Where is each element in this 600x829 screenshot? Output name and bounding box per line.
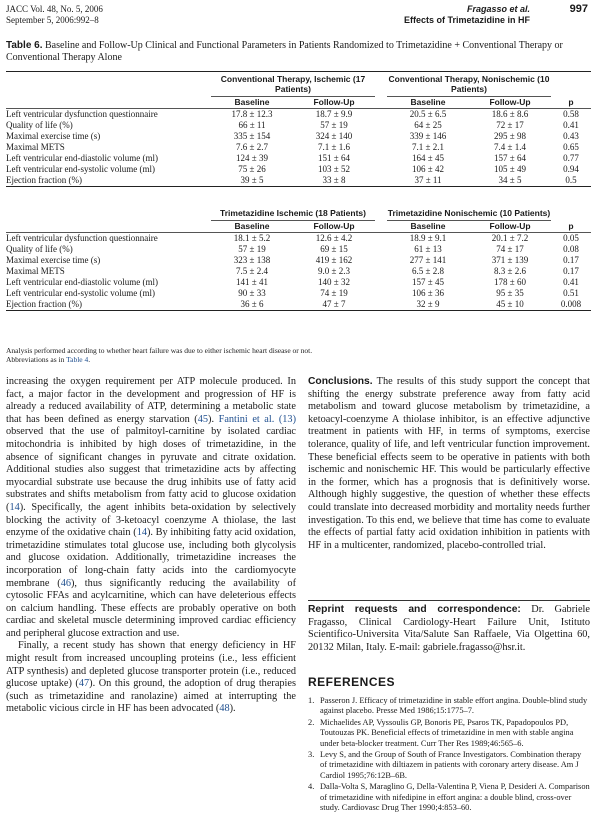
row-label: Quality of life (%) xyxy=(6,244,73,254)
column-header-baseline: Baseline xyxy=(410,221,446,231)
p-value: 0.5 xyxy=(565,175,577,185)
group-header: Trimetazidine Nonischemic (10 Patients) xyxy=(387,208,551,221)
body-text-left xyxy=(6,376,296,716)
reference-item xyxy=(308,718,590,749)
baseline-value: 57 ± 19 xyxy=(238,244,266,254)
baseline-value: 64 ± 25 xyxy=(414,120,442,130)
row-label: Maximal METS xyxy=(6,266,65,276)
table-row xyxy=(6,153,591,164)
citation-link[interactable]: 48 xyxy=(219,703,230,715)
followup-value: 18.7 ± 9.9 xyxy=(315,109,353,119)
p-value: 0.41 xyxy=(563,277,579,287)
baseline-value: 61 ± 13 xyxy=(414,244,442,254)
references-heading: REFERENCES xyxy=(308,675,396,689)
journal-citation: JACC Vol. 48, No. 5, 2006 xyxy=(6,4,103,14)
baseline-value: 339 ± 146 xyxy=(409,131,447,141)
baseline-value: 106 ± 42 xyxy=(412,164,444,174)
row-label: Left ventricular end-diastolic volume (ml) xyxy=(6,277,158,287)
followup-value: 47 ± 7 xyxy=(322,299,346,309)
baseline-value: 124 ± 39 xyxy=(236,153,268,163)
baseline-value: 32 ± 9 xyxy=(416,299,440,309)
p-value: 0.17 xyxy=(563,266,579,276)
baseline-value: 141 ± 41 xyxy=(236,277,268,287)
citation-link[interactable]: 14 xyxy=(136,527,147,539)
table-row xyxy=(6,175,591,187)
table-row xyxy=(6,142,591,153)
reprint-requests: Reprint requests and correspondence: Dr. Gabriele Fragasso, Clinical Cardiology-Heart Failure Unit, Istituto Scientifico-Universita Vita/Salute San Raffaele, Via Olgettina 60, 20132 Milan, Italy. E-mail: gabriele.fragasso@hsr.it. xyxy=(308,600,590,654)
column-header-followup: Follow-Up xyxy=(313,97,355,107)
baseline-value: 39 ± 5 xyxy=(240,175,264,185)
reference-list xyxy=(308,696,590,814)
row-label: Maximal exercise time (s) xyxy=(6,255,101,265)
table-row xyxy=(6,266,591,277)
p-value: 0.17 xyxy=(563,255,579,265)
conclusions-heading: Conclusions. xyxy=(308,376,373,387)
row-label: Ejection fraction (%) xyxy=(6,175,82,185)
table-footnotes xyxy=(6,346,591,364)
row-label: Maximal exercise time (s) xyxy=(6,131,101,141)
paragraph: increasing the oxygen requirement per ATP molecule produced. In fact, a major factor in the development and progression of HF is already a reduced availability of ATP, determining a metabolic state that has been defined as energy starvation (45). Fantini et al. (13) observed that the use of palmitoyl-carnitine by isolated cardiac mitochondria is inhibited by high doses of trimetazidine, in the absence of significant changes in pyruvate and citrate oxidation. Additional studies also suggest that trimetazidine acts by affecting myocardial substrate use because the drug inhibits use of fatty acid substrates and shifts metabolism from fatty acid to glucose oxidation (14). Specifically, the agent inhibits beta-oxidation by selectively blocking the activity of 3-ketoacyl coenzyme A thiolase, the last enzyme of the oxidative chain (14). By inhibiting fatty acid oxidation, trimetazidine stimulates total glucose use, including both glycolysis and glucose oxidation. Additionally, trimetazidine increases the incorporation of long-chain fatty acids into the cardiomyocyte membrane (46), thus significantly reducing the availability of cytosolic FFAs and acylcarnitine, which can have deleterious effects on calcium handling. These effects are probably operative on both cardiac and skeletal muscle determining improved cardiac efficiency and peripheral glucose extraction and use. xyxy=(6,376,296,639)
page-number: 997 xyxy=(569,3,588,15)
table-part-trimetazidine xyxy=(6,208,591,311)
followup-value: 69 ± 15 xyxy=(320,244,348,254)
p-value: 0.08 xyxy=(563,244,579,254)
baseline-value: 18.9 ± 9.1 xyxy=(409,233,447,243)
baseline-value: 106 ± 36 xyxy=(412,288,444,298)
table-row xyxy=(6,131,591,142)
table-footnote: Abbreviations as in Table 4. xyxy=(6,355,91,364)
followup-value: 20.1 ± 7.2 xyxy=(491,233,529,243)
running-authors: Fragasso et al. xyxy=(466,4,530,14)
citation-link[interactable]: 46 xyxy=(60,577,71,589)
table-label: Table 6. xyxy=(6,40,43,51)
conclusions-paragraph: Conclusions. The results of this study support the concept that shifting the energy substrate preference away from fatty acid metabolism and toward glucose metabolism by trimetazidine, a ketoacyl-coenzyme A thiolase inhibitor, is an effective adjunctive treatment in patients with HF, in terms of symptoms, exercise tolerance, quality of life, and left ventricular function improvement. These beneficial effects seem to be operative in patients with both ischemic and nonischemic HF. This would be particularly effective in the former, which has a prognosis that is definitively worse. Although highly suggestive, the question of whether these effects could translate into decreased morbidity and mortality needs further investigation. To this end, we believe that time has come to evaluate the effects of partial fatty acid oxidation inhibition in patients with HF in a multicenter, randomized, placebo-controlled trial. xyxy=(308,376,590,551)
table-row xyxy=(6,109,591,121)
reprint-heading: Reprint requests and correspondence: xyxy=(308,604,521,615)
followup-value: 18.6 ± 8.6 xyxy=(491,109,529,119)
baseline-value: 7.5 ± 2.4 xyxy=(236,266,268,276)
reference-text: Dalla-Volta S, Maraglino G, Della-Valentina P, Viena P, Desideri A. Comparison of trimetazidine with nifedipine in effort angina: a double blind, cross-over study. Cardiovasc Drug Ther 1990;4:853–60. xyxy=(320,782,590,813)
column-header-p: p xyxy=(568,220,574,231)
baseline-value: 164 ± 45 xyxy=(412,153,444,163)
baseline-value: 20.5 ± 6.5 xyxy=(409,109,447,119)
baseline-value: 75 ± 26 xyxy=(238,164,266,174)
reference-number: 1. xyxy=(308,696,315,705)
table-row xyxy=(6,120,591,131)
followup-value: 151 ± 64 xyxy=(318,153,350,163)
reference-item xyxy=(308,750,590,781)
followup-value: 95 ± 35 xyxy=(496,288,524,298)
table-part-conventional xyxy=(6,71,591,187)
row-label: Ejection fraction (%) xyxy=(6,299,82,309)
column-header-baseline: Baseline xyxy=(234,221,270,231)
table-row xyxy=(6,164,591,175)
followup-value: 105 ± 49 xyxy=(494,164,526,174)
table-row xyxy=(6,233,591,245)
p-value: 0.94 xyxy=(563,164,579,174)
baseline-value: 157 ± 45 xyxy=(412,277,444,287)
followup-value: 72 ± 17 xyxy=(496,120,524,130)
followup-value: 7.1 ± 1.6 xyxy=(318,142,350,152)
citation-link[interactable]: 45 xyxy=(197,413,209,425)
baseline-value: 36 ± 6 xyxy=(240,299,264,309)
reference-number: 2. xyxy=(308,717,315,727)
followup-value: 295 ± 98 xyxy=(494,131,526,141)
row-label: Left ventricular end-diastolic volume (ml) xyxy=(6,153,158,163)
followup-value: 140 ± 32 xyxy=(318,277,350,287)
followup-value: 8.3 ± 2.6 xyxy=(494,266,526,276)
baseline-value: 66 ± 11 xyxy=(238,120,266,130)
body-text-right xyxy=(308,376,590,552)
column-header-baseline: Baseline xyxy=(234,97,270,107)
baseline-value: 18.1 ± 5.2 xyxy=(233,233,271,243)
running-header-right xyxy=(404,4,530,26)
row-label: Quality of life (%) xyxy=(6,120,73,130)
p-value: 0.008 xyxy=(560,299,582,309)
group-header: Conventional Therapy, Ischemic (17 Patients) xyxy=(211,72,375,97)
p-value: 0.51 xyxy=(563,288,579,298)
followup-value: 74 ± 17 xyxy=(496,244,524,254)
followup-value: 9.0 ± 2.3 xyxy=(318,266,350,276)
p-value: 0.77 xyxy=(563,153,579,163)
followup-value: 419 ± 162 xyxy=(315,255,353,265)
row-label: Left ventricular end-systolic volume (ml) xyxy=(6,164,155,174)
group-header: Conventional Therapy, Nonischemic (10 Patients) xyxy=(387,72,551,97)
baseline-value: 17.8 ± 12.3 xyxy=(231,109,273,119)
row-label: Left ventricular dysfunction questionnaire xyxy=(6,233,158,243)
table-caption xyxy=(6,40,591,64)
reference-item xyxy=(308,696,590,717)
citation-link[interactable]: Fantini et al. (13) xyxy=(218,413,296,425)
baseline-value: 7.1 ± 2.1 xyxy=(412,142,444,152)
table-footnote: Analysis performed according to whether heart failure was due to either ischemic heart disease or not. xyxy=(6,346,313,355)
followup-value: 45 ± 10 xyxy=(496,299,524,309)
column-header-baseline: Baseline xyxy=(410,97,446,107)
table-row xyxy=(6,299,591,311)
journal-date: September 5, 2006:992–8 xyxy=(6,15,99,25)
citation-link[interactable]: 47 xyxy=(78,678,90,690)
baseline-value: 277 ± 141 xyxy=(409,255,447,265)
column-header-followup: Follow-Up xyxy=(489,221,531,231)
p-value: 0.05 xyxy=(563,233,579,243)
baseline-value: 90 ± 33 xyxy=(238,288,266,298)
column-header-followup: Follow-Up xyxy=(313,221,355,231)
running-header-left xyxy=(6,4,103,26)
column-header-p: p xyxy=(568,96,574,107)
table-link[interactable]: Table 4 xyxy=(66,355,89,364)
row-label: Maximal METS xyxy=(6,142,65,152)
reference-text: Passeron J. Efficacy of trimetazidine in stable effort angina. Double-blind study against placebo. Presse Med 1986;15:1775–7. xyxy=(320,696,588,716)
p-value: 0.41 xyxy=(563,120,579,130)
baseline-value: 323 ± 138 xyxy=(233,255,271,265)
table-row xyxy=(6,244,591,255)
baseline-value: 7.6 ± 2.7 xyxy=(236,142,268,152)
reference-number: 3. xyxy=(308,750,315,760)
followup-value: 33 ± 8 xyxy=(322,175,346,185)
row-label: Left ventricular end-systolic volume (ml) xyxy=(6,288,155,298)
followup-value: 34 ± 5 xyxy=(498,175,522,185)
table-row xyxy=(6,255,591,266)
baseline-value: 6.5 ± 2.8 xyxy=(412,266,444,276)
p-value: 0.65 xyxy=(563,142,579,152)
p-value: 0.43 xyxy=(563,131,579,141)
reference-text: Levy S, and the Group of South of France Investigators. Combination therapy of trimetazidine with diltiazem in patients with coronary artery disease. Am J Cardiol 1995;76:12B–6B. xyxy=(320,750,582,780)
column-header-followup: Follow-Up xyxy=(489,97,531,107)
row-label: Left ventricular dysfunction questionnaire xyxy=(6,109,158,119)
followup-value: 371 ± 139 xyxy=(491,255,529,265)
followup-value: 7.4 ± 1.4 xyxy=(494,142,526,152)
reference-text: Michaelides AP, Vyssoulis GP, Bonoris PE, Psaros TK, Papadopoulos PD, Toutouzas PK. Beneficial effects of trimetazidine in men with stable angina under beta-blocker treatment. Curr Ther Res 1989;46:565–6. xyxy=(320,717,574,748)
group-header: Trimetazidine Ischemic (18 Patients) xyxy=(211,208,375,221)
followup-value: 157 ± 64 xyxy=(494,153,526,163)
baseline-value: 335 ± 154 xyxy=(233,131,271,141)
citation-link[interactable]: 14 xyxy=(9,501,20,513)
reference-number: 4. xyxy=(308,782,315,792)
p-value: 0.58 xyxy=(563,109,579,119)
table-row xyxy=(6,277,591,288)
followup-value: 57 ± 19 xyxy=(320,120,348,130)
followup-value: 178 ± 60 xyxy=(494,277,526,287)
followup-value: 103 ± 52 xyxy=(318,164,350,174)
table-caption-text: Baseline and Follow-Up Clinical and Functional Parameters in Patients Randomized to Trimetazidine + Conventional Therapy or Conventional Therapy Alone xyxy=(6,40,563,63)
reference-item xyxy=(308,782,590,813)
paragraph: Finally, a recent study has shown that energy deficiency in HF might result from increased uncoupling proteins (i.e., less efficient ATP synthesis) and depleted glucose transporter protein (i.e., reduced glucose uptake) (47). On this ground, the adoption of drug therapies (such as trimetazidine and ranolazine) aimed at interrupting the metabolic vicious circle in HF has been advocated (48). xyxy=(6,640,296,715)
followup-value: 324 ± 140 xyxy=(315,131,353,141)
followup-value: 12.6 ± 4.2 xyxy=(315,233,353,243)
baseline-value: 37 ± 11 xyxy=(414,175,442,185)
running-title: Effects of Trimetazidine in HF xyxy=(403,15,530,25)
followup-value: 74 ± 19 xyxy=(320,288,348,298)
table-row xyxy=(6,288,591,299)
